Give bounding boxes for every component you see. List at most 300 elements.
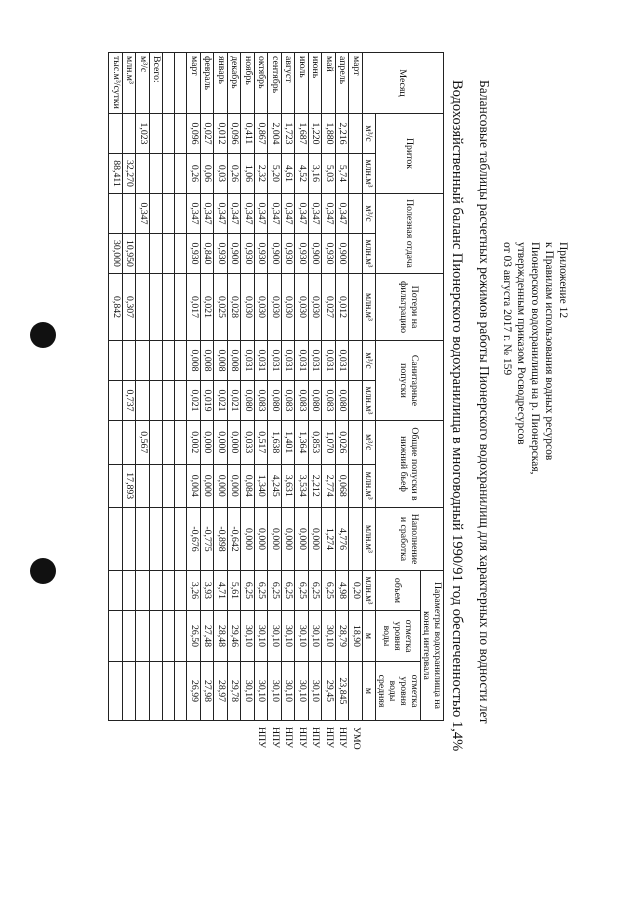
value-cell: 0,000 (282, 508, 296, 571)
table-row (255, 53, 269, 759)
value-cell (150, 154, 164, 194)
value-cell: 4,61 (282, 154, 296, 194)
blank-cell (175, 341, 187, 381)
value-cell: 0,411 (241, 114, 255, 154)
blank-cell (163, 662, 175, 721)
value-cell (349, 194, 363, 234)
value-cell: 2,32 (255, 154, 269, 194)
value-cell: 0,347 (309, 194, 323, 234)
value-cell: 0,025 (214, 274, 228, 341)
month-cell: октябрь (255, 53, 269, 114)
value-cell: -0,898 (214, 508, 228, 571)
value-cell (349, 274, 363, 341)
value-cell: 88,411 (109, 154, 123, 194)
value-cell: 30,10 (322, 611, 336, 662)
value-cell: 0,084 (241, 464, 255, 508)
value-cell: 0,017 (187, 274, 201, 341)
header-params: Параметры водохранилища на конец интервала (421, 571, 444, 721)
value-cell: 0,930 (187, 234, 201, 274)
blank-cell (163, 274, 175, 341)
value-cell (349, 114, 363, 154)
value-cell: 0,517 (255, 421, 269, 465)
value-cell: 0,008 (187, 341, 201, 381)
value-cell (349, 421, 363, 465)
value-cell: 30,000 (109, 234, 123, 274)
value-cell (123, 341, 137, 381)
level-note: НПУ (310, 727, 322, 749)
value-cell (123, 611, 137, 662)
value-cell (109, 194, 123, 234)
level-note (228, 721, 242, 759)
value-cell: 0,347 (322, 194, 336, 234)
value-cell: 4,52 (295, 154, 309, 194)
blank-row (175, 53, 187, 759)
value-cell: 0,930 (255, 234, 269, 274)
value-cell: 23,845 (336, 662, 350, 721)
month-cell: июнь (309, 53, 323, 114)
blank-cell (163, 571, 175, 611)
blank-cell (175, 53, 187, 114)
value-cell: 0,019 (201, 381, 215, 421)
value-cell: 0,031 (309, 341, 323, 381)
value-cell: 6,25 (268, 571, 282, 611)
value-cell: 0,027 (322, 274, 336, 341)
value-cell (349, 341, 363, 381)
value-cell: 5,20 (268, 154, 282, 194)
table-row (109, 53, 123, 759)
value-cell: 0,26 (187, 154, 201, 194)
unit-cell: м³/с (363, 194, 376, 234)
value-cell: 30,10 (309, 662, 323, 721)
value-cell: 0,853 (309, 421, 323, 465)
table-row (282, 53, 296, 759)
blank-cell (175, 194, 187, 234)
value-cell: 0,000 (268, 508, 282, 571)
month-cell: сентябрь (268, 53, 282, 114)
value-cell: 0,030 (241, 274, 255, 341)
value-cell (136, 234, 150, 274)
month-cell: апрель (336, 53, 350, 114)
value-cell: 30,10 (282, 662, 296, 721)
value-cell (136, 508, 150, 571)
value-cell: 0,900 (309, 234, 323, 274)
month-cell: июль (295, 53, 309, 114)
value-cell: 28,48 (214, 611, 228, 662)
value-cell: 0,867 (255, 114, 269, 154)
value-cell: 0,737 (123, 381, 137, 421)
value-cell: 0,930 (214, 234, 228, 274)
value-cell: 0,930 (241, 234, 255, 274)
value-cell: 3,26 (187, 571, 201, 611)
value-cell: 0,031 (255, 341, 269, 381)
table-row (136, 53, 150, 759)
value-cell (136, 571, 150, 611)
value-cell: 0,000 (214, 464, 228, 508)
blank-cell (163, 464, 175, 508)
header-release: Полезная отдача (376, 194, 444, 274)
value-cell: 28,97 (214, 662, 228, 721)
value-cell: 0,840 (201, 234, 215, 274)
table-row (150, 53, 164, 759)
value-cell: 0,03 (214, 154, 228, 194)
value-cell: 0,347 (187, 194, 201, 234)
table-row (322, 53, 336, 759)
value-cell: 0,000 (255, 508, 269, 571)
value-cell: 0,096 (228, 114, 242, 154)
value-cell: 0,004 (187, 464, 201, 508)
value-cell (150, 381, 164, 421)
value-cell: 30,10 (282, 611, 296, 662)
value-cell: 4,776 (336, 508, 350, 571)
unit-cell: м³/с (363, 114, 376, 154)
value-cell: 4,245 (268, 464, 282, 508)
value-cell: 30,10 (241, 611, 255, 662)
value-cell: -0,642 (228, 508, 242, 571)
value-cell: 0,000 (201, 421, 215, 465)
value-cell: 0,030 (255, 274, 269, 341)
value-cell: 0,033 (241, 421, 255, 465)
value-cell: 0,021 (187, 381, 201, 421)
blank-cell (175, 114, 187, 154)
value-cell (136, 341, 150, 381)
value-cell: 6,25 (295, 571, 309, 611)
value-cell: 0,900 (268, 234, 282, 274)
value-cell (136, 381, 150, 421)
appendix-line: Приложение 12 (557, 242, 569, 319)
blank-cell (163, 341, 175, 381)
value-cell: 0,031 (295, 341, 309, 381)
table-row (268, 53, 282, 759)
value-cell: 0,347 (201, 194, 215, 234)
blank-cell (175, 234, 187, 274)
value-cell: 2,774 (322, 464, 336, 508)
value-cell: 0,096 (187, 114, 201, 154)
value-cell: 18,90 (349, 611, 363, 662)
value-cell: 0,307 (123, 274, 137, 341)
level-note: НПУ (256, 727, 268, 749)
header-volume: объем (376, 571, 421, 611)
value-cell: 3,16 (309, 154, 323, 194)
value-cell: 0,347 (282, 194, 296, 234)
header-filtration: Потери на фильтрацию (376, 274, 444, 341)
value-cell: 1,401 (282, 421, 296, 465)
document-subtitle: Водохозяйственный баланс Пионерского водохранилища в многоводный 1990/91 год обеспеченностью 1,4% (449, 80, 465, 752)
blank-cell (163, 154, 175, 194)
value-cell: 6,25 (255, 571, 269, 611)
value-cell: 0,031 (268, 341, 282, 381)
value-cell: 1,340 (255, 464, 269, 508)
month-cell: январь (214, 53, 228, 114)
level-note (187, 721, 201, 759)
value-cell: 2,004 (268, 114, 282, 154)
value-cell: 0,930 (282, 234, 296, 274)
table-row (309, 53, 323, 759)
value-cell (150, 114, 164, 154)
value-cell (150, 571, 164, 611)
value-cell: 30,10 (309, 611, 323, 662)
value-cell (123, 114, 137, 154)
month-cell: август (282, 53, 296, 114)
table-row (123, 53, 137, 759)
value-cell (123, 508, 137, 571)
level-note (201, 721, 215, 759)
value-cell: 30,10 (295, 662, 309, 721)
table-row (336, 53, 350, 759)
table-row (349, 53, 363, 759)
table-row (295, 53, 309, 759)
value-cell: 2,216 (336, 114, 350, 154)
value-cell: 30,10 (295, 611, 309, 662)
blank-cell (175, 154, 187, 194)
value-cell: 0,030 (309, 274, 323, 341)
value-cell (150, 341, 164, 381)
unit-cell: млн.м³ (363, 381, 376, 421)
value-cell: 0,028 (228, 274, 242, 341)
unit-cell: млн.м³ (363, 464, 376, 508)
value-cell: 0,567 (136, 421, 150, 465)
value-cell: 0,347 (255, 194, 269, 234)
value-cell (109, 464, 123, 508)
header-month: Месяц (363, 53, 444, 114)
value-cell: 0,20 (349, 571, 363, 611)
unit-cell: млн.м³ (363, 234, 376, 274)
header-fill: Наполнение и сработка (376, 508, 444, 571)
value-cell (349, 234, 363, 274)
value-cell: 0,030 (295, 274, 309, 341)
value-cell: 0,027 (201, 114, 215, 154)
blank-cell (163, 114, 175, 154)
value-cell: 0,000 (228, 421, 242, 465)
value-cell: 0,008 (228, 341, 242, 381)
value-cell: 1,687 (295, 114, 309, 154)
value-cell: 6,25 (309, 571, 323, 611)
value-cell: 0,347 (336, 194, 350, 234)
level-note (241, 721, 255, 759)
value-cell: 0,347 (241, 194, 255, 234)
level-note: НПУ (269, 727, 281, 749)
value-cell (136, 274, 150, 341)
value-cell (136, 662, 150, 721)
value-cell: 0,083 (255, 381, 269, 421)
value-cell: 0,030 (282, 274, 296, 341)
value-cell (109, 508, 123, 571)
value-cell: 0,347 (136, 194, 150, 234)
blank-cell (163, 194, 175, 234)
table-row (201, 53, 215, 759)
value-cell: 3,631 (282, 464, 296, 508)
value-cell: 0,030 (268, 274, 282, 341)
table-row (241, 53, 255, 759)
appendix-note (500, 242, 570, 475)
month-cell: ноябрь (241, 53, 255, 114)
value-cell: 3,534 (295, 464, 309, 508)
value-cell: 1,723 (282, 114, 296, 154)
value-cell (123, 421, 137, 465)
value-cell: 1,023 (136, 114, 150, 154)
value-cell (109, 341, 123, 381)
value-cell: 0,930 (295, 234, 309, 274)
value-cell: 0,021 (201, 274, 215, 341)
value-cell: 5,03 (322, 154, 336, 194)
value-cell: 0,031 (336, 341, 350, 381)
value-cell: 1,274 (322, 508, 336, 571)
value-cell (150, 464, 164, 508)
value-cell: 6,25 (241, 571, 255, 611)
value-cell: 0,083 (295, 381, 309, 421)
value-cell (109, 114, 123, 154)
value-cell: 2,212 (309, 464, 323, 508)
value-cell (136, 154, 150, 194)
value-cell (150, 421, 164, 465)
value-cell: 1,06 (241, 154, 255, 194)
table-row (187, 53, 201, 759)
value-cell: 30,10 (268, 662, 282, 721)
value-cell: 10,950 (123, 234, 137, 274)
unit-cell: млн.м³ (363, 571, 376, 611)
value-cell: 0,021 (214, 381, 228, 421)
table-row (228, 53, 242, 759)
level-note: НПУ (283, 727, 295, 749)
value-cell: 28,79 (336, 611, 350, 662)
value-cell: 5,74 (336, 154, 350, 194)
value-cell: 29,45 (322, 662, 336, 721)
water-balance-table (109, 52, 445, 759)
month-cell: м³/с (136, 53, 150, 114)
value-cell: 0,000 (201, 464, 215, 508)
value-cell: 1,220 (309, 114, 323, 154)
header-water-level: отметка уровня воды (376, 611, 421, 662)
blank-cell (175, 421, 187, 465)
unit-cell: м³/с (363, 341, 376, 381)
value-cell: 3,93 (201, 571, 215, 611)
unit-cell: млн.м³ (363, 154, 376, 194)
blank-cell (163, 53, 175, 114)
level-note: УМО (350, 727, 362, 750)
value-cell (150, 611, 164, 662)
value-cell: 30,10 (268, 611, 282, 662)
value-cell (109, 571, 123, 611)
blank-cell (175, 571, 187, 611)
value-cell: 5,61 (228, 571, 242, 611)
value-cell: 0,031 (282, 341, 296, 381)
value-cell: 0,900 (336, 234, 350, 274)
value-cell: 0,900 (228, 234, 242, 274)
value-cell: 0,026 (336, 421, 350, 465)
value-cell: 0,080 (309, 381, 323, 421)
value-cell (136, 611, 150, 662)
unit-cell: м (363, 611, 376, 662)
value-cell: 0,012 (336, 274, 350, 341)
value-cell: 0,842 (109, 274, 123, 341)
level-note: НПУ (296, 727, 308, 749)
value-cell (109, 421, 123, 465)
value-cell: 1,364 (295, 421, 309, 465)
value-cell: 0,080 (268, 381, 282, 421)
month-cell: млн.м³ (123, 53, 137, 114)
value-cell: 0,012 (214, 114, 228, 154)
value-cell (349, 662, 363, 721)
value-cell: 1,638 (268, 421, 282, 465)
blank-row (163, 53, 175, 759)
value-cell (123, 194, 137, 234)
unit-cell: м (363, 662, 376, 721)
value-cell: 0,000 (309, 508, 323, 571)
unit-cell: млн.м³ (363, 274, 376, 341)
appendix-line: от 03 августа 2017 г. № 159 (501, 242, 513, 376)
document-title: Балансовые таблицы расчетных режимов работы Пионерского водохранилищ для характерных по водности лет (477, 80, 492, 724)
value-cell (136, 464, 150, 508)
value-cell: 29,78 (228, 662, 242, 721)
unit-cell: м³/с (363, 421, 376, 465)
blank-cell (175, 274, 187, 341)
header-sanitary: Санитарные попуски (376, 341, 444, 421)
month-cell: май (322, 53, 336, 114)
appendix-line: Пионерского водохранилища на р. Пионерская, (529, 242, 541, 475)
blank-cell (163, 421, 175, 465)
value-cell: 0,930 (322, 234, 336, 274)
value-cell (349, 464, 363, 508)
month-cell: март (349, 53, 363, 114)
blank-cell (163, 381, 175, 421)
level-note (214, 721, 228, 759)
value-cell: 0,000 (214, 421, 228, 465)
value-cell: 0,083 (322, 381, 336, 421)
value-cell: 30,10 (255, 662, 269, 721)
value-cell: 0,080 (241, 381, 255, 421)
value-cell: 0,000 (241, 508, 255, 571)
unit-cell: млн.м³ (363, 508, 376, 571)
value-cell: 6,25 (282, 571, 296, 611)
value-cell (349, 154, 363, 194)
blank-cell (175, 508, 187, 571)
value-cell: 4,98 (336, 571, 350, 611)
value-cell (123, 662, 137, 721)
blank-cell (175, 611, 187, 662)
value-cell: -0,676 (187, 508, 201, 571)
value-cell: 0,000 (228, 464, 242, 508)
month-cell: тыс.м³/сутки (109, 53, 123, 114)
header-inflow: Приток (376, 114, 444, 194)
value-cell (150, 662, 164, 721)
month-cell: февраль (201, 53, 215, 114)
value-cell: 26,50 (187, 611, 201, 662)
value-cell (349, 381, 363, 421)
value-cell: 0,008 (214, 341, 228, 381)
value-cell: 1,070 (322, 421, 336, 465)
month-cell: Всего: (150, 53, 164, 114)
value-cell (123, 571, 137, 611)
value-cell: 0,347 (228, 194, 242, 234)
value-cell: 0,000 (295, 508, 309, 571)
value-cell: 27,98 (201, 662, 215, 721)
value-cell: 0,347 (295, 194, 309, 234)
value-cell: 4,71 (214, 571, 228, 611)
header-level-avg: отметка уровня воды средняя (376, 662, 421, 721)
appendix-line: к Правилам использования водных ресурсов (543, 242, 555, 461)
blank-cell (163, 611, 175, 662)
value-cell: 29,46 (228, 611, 242, 662)
value-cell (150, 194, 164, 234)
value-cell: 27,48 (201, 611, 215, 662)
value-cell (150, 508, 164, 571)
value-cell: 0,002 (187, 421, 201, 465)
value-cell: 32,270 (123, 154, 137, 194)
value-cell (109, 662, 123, 721)
blank-cell (163, 234, 175, 274)
value-cell (150, 274, 164, 341)
value-cell: -0,775 (201, 508, 215, 571)
value-cell: 0,008 (201, 341, 215, 381)
